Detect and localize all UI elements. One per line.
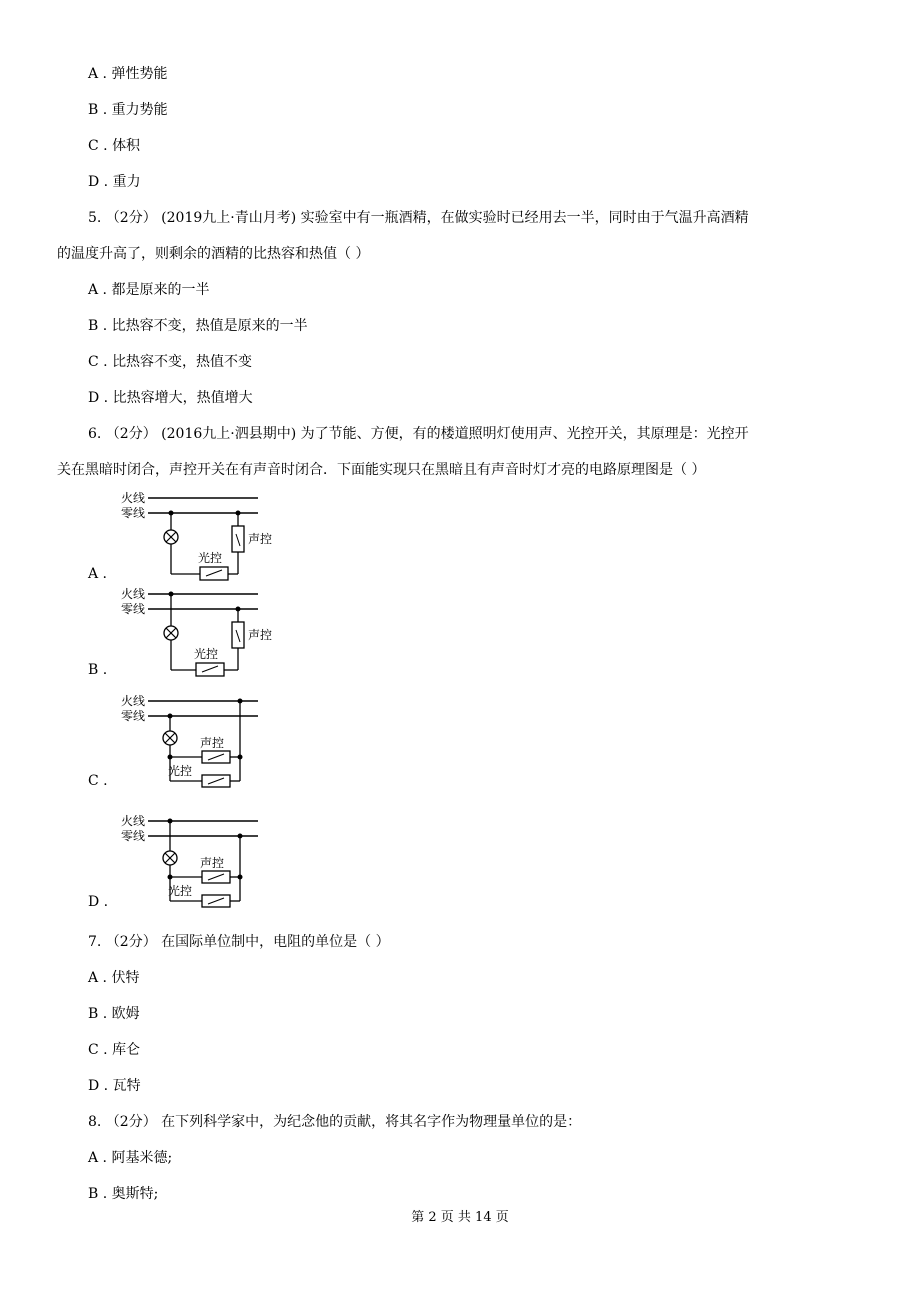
q5-stem-line1: 5. （2分） (2019九上·青山月考) 实验室中有一瓶酒精，在做实验时已经用去一半，同时由于气温升高酒精 (88, 210, 749, 226)
sound-switch-label: 声控 (200, 736, 225, 750)
neutral-wire-label: 零线 (121, 829, 146, 843)
neutral-wire-label: 零线 (121, 506, 146, 520)
q8-stem: 8. （2分） 在下列科学家中，为纪念他的贡献，将其名字作为物理量单位的是： (88, 1114, 582, 1130)
live-wire-label: 火线 (121, 491, 146, 505)
q5-option-a: A . 都是原来的一半 (88, 282, 210, 298)
q6-option-a-letter: A . (88, 566, 108, 582)
light-switch-label: 光控 (168, 764, 193, 778)
q4-option-a: A . 弹性势能 (88, 66, 168, 82)
light-switch-label: 光控 (194, 647, 219, 661)
q4-option-c: C . 体积 (88, 138, 141, 154)
q5-option-d: D . 比热容增大，热值增大 (88, 390, 253, 406)
q6-stem-line2: 关在黑暗时闭合，声控开关在有声音时闭合．下面能实现只在黑暗且有声音时灯才亮的电路原理图是（ ） (57, 462, 706, 478)
circuit-diagram-b (118, 586, 288, 681)
q7-option-d: D . 瓦特 (88, 1078, 141, 1094)
q6-option-c-letter: C . (88, 773, 108, 789)
q4-option-b: B . 重力势能 (88, 102, 168, 118)
q7-option-c: C . 库仑 (88, 1042, 141, 1058)
q5-option-c: C . 比热容不变，热值不变 (88, 354, 253, 370)
circuit-diagram-d (118, 813, 288, 913)
q4-option-d: D . 重力 (88, 174, 141, 190)
neutral-wire-label: 零线 (121, 709, 146, 723)
sound-switch-label: 声控 (200, 856, 225, 870)
q7-stem: 7. （2分） 在国际单位制中，电阻的单位是（ ） (88, 934, 390, 950)
q7-option-b: B . 欧姆 (88, 1006, 140, 1022)
live-wire-label: 火线 (121, 587, 146, 601)
live-wire-label: 火线 (121, 694, 146, 708)
circuit-diagram-c (118, 693, 288, 793)
sound-switch-label: 声控 (248, 532, 273, 546)
q5-stem-line2: 的温度升高了，则剩余的酒精的比热容和热值（ ） (57, 246, 370, 262)
q6-option-b-letter: B . (88, 662, 108, 678)
sound-switch-label: 声控 (248, 628, 273, 642)
q6-stem-line1: 6. （2分） (2016九上·泗县期中) 为了节能、方便，有的楼道照明灯使用声、光控开关，其原理是：光控开 (88, 426, 749, 442)
q5-option-b: B . 比热容不变，热值是原来的一半 (88, 318, 308, 334)
live-wire-label: 火线 (121, 814, 146, 828)
light-switch-label: 光控 (198, 551, 223, 565)
neutral-wire-label: 零线 (121, 602, 146, 616)
q7-option-a: A . 伏特 (88, 970, 140, 986)
page-number-footer: 第 2 页 共 14 页 (411, 1210, 509, 1225)
q8-option-a: A . 阿基米德; (88, 1150, 173, 1166)
circuit-diagram-a (118, 490, 288, 585)
light-switch-label: 光控 (168, 884, 193, 898)
q6-option-d-letter: D . (88, 894, 109, 910)
q8-option-b: B . 奥斯特; (88, 1186, 159, 1202)
